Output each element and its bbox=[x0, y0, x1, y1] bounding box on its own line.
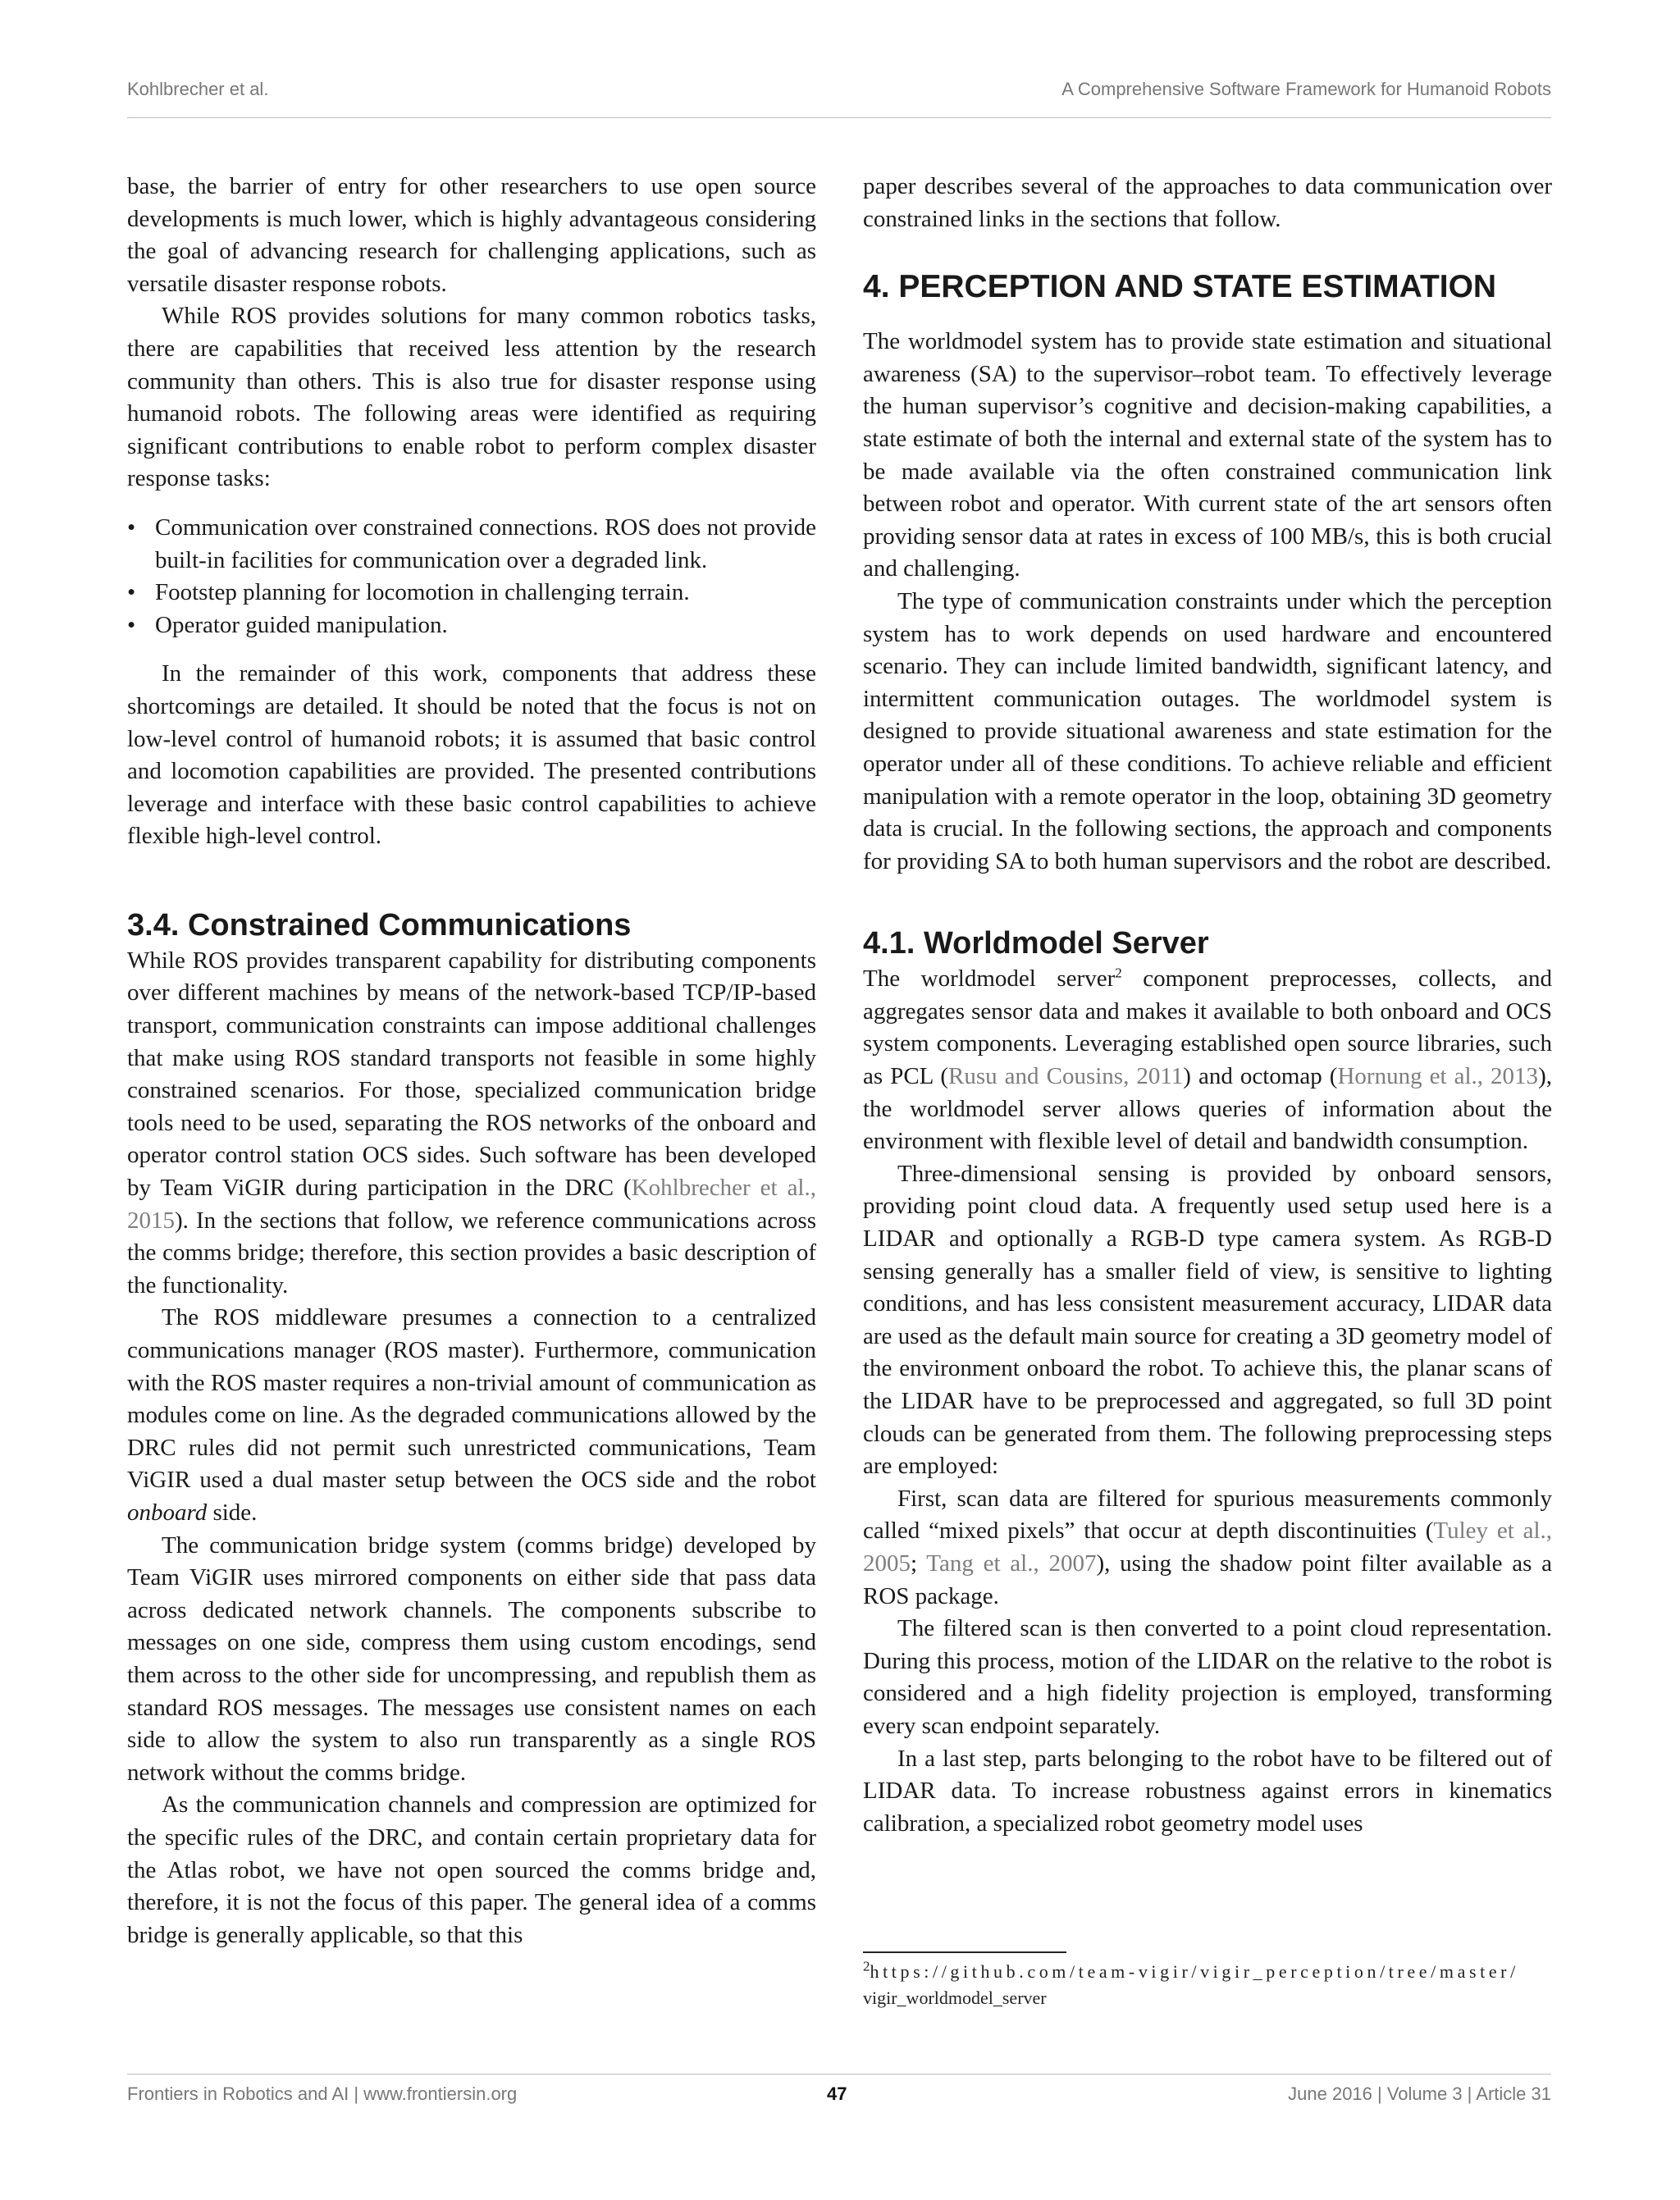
header-rule bbox=[127, 117, 1551, 118]
footnote-number: 2 bbox=[863, 1958, 870, 1974]
citation-link[interactable]: Tang et al., 2007 bbox=[926, 1550, 1097, 1577]
running-header-title: A Comprehensive Software Framework for Humanoid Robots bbox=[1061, 79, 1551, 99]
paragraph: The communication bridge system (comms bridge) developed by Team ViGIR uses mirrored components on either side that pass data across dedicated network channels. The components subscribe to messages on one side, compress them using custom encodings, send them across to the other side for uncompressing, and republish them as standard ROS messages. The messages use consistent names on each side to allow the system to also run transparently as a single ROS network without the comms bridge. bbox=[127, 1531, 816, 1786]
paragraph: In the remainder of this work, components that address these shortcomings are detailed. It should be noted that the focus is not on low-level control of humanoid robots; it is assumed that basic control and locomotion capabilities are provided. The presented contributions leverage and interface with these basic control capabilities to achieve flexible high-level control. bbox=[127, 660, 816, 850]
paragraph: The worldmodel system has to provide state estimation and situational awareness (SA) to the supervisor–robot team. To effectively leverage the human supervisor’s cognitive and decision-making capabilities, a state estimate of both the internal and external state of the system has to be made available via the often constrained communication link between robot and operator. With current state of the art sensors often providing sensor data at rates in excess of 100 MB/s, this is both crucial and challenging. bbox=[863, 328, 1552, 582]
paragraph: The worldmodel server$^2$ component preprocesses, collects, and aggregates sensor data and makes it available to both onboard and OCS system components. Leveraging established open source libraries, such as PCL (Rusu and Cousins, 2011) and octomap (Hornung et al., 2013), the worldmodel server allows queries of information about the environment with flexible level of detail and bandwidth consumption. bbox=[863, 965, 1552, 1155]
section-heading-constrained-communications: 3.4. Constrained Communications bbox=[127, 907, 632, 943]
footnote-url[interactable]: https://github.com/team-vigir/vigir_perception/tree/master/ bbox=[870, 1961, 1519, 1982]
right-column bbox=[863, 171, 1552, 1840]
paragraph: As the communication channels and compression are optimized for the specific rules of the DRC, and contain certain proprietary data for the Atlas robot, we have not open sourced the comms bridge and, therefore, it is not the focus of this paper. The general idea of a comms bridge is generally applicable, so that this bbox=[127, 1791, 816, 1948]
bullet-list bbox=[127, 512, 816, 641]
paragraph: While ROS provides transparent capability for distributing components over different machines by means of the network-based TCP/IP-based transport, communication constraints can impose additional challenges that make using ROS standard transports not feasible in some highly constrained scenarios. For those, specialized communication bridge tools need to be used, separating the ROS networks of the onboard and operator control station OCS sides. Such software has been developed by Team ViGIR during participation in the DRC (Kohlbrecher et al., 2015). In the sections that follow, we reference communications across the comms bridge; therefore, this section provides a basic description of the functionality. bbox=[127, 947, 816, 1299]
list-item: • Operator guided manipulation. bbox=[155, 609, 816, 642]
paragraph: The filtered scan is then converted to a point cloud representation. During this process, motion of the LIDAR on the relative to the robot is considered and a high fidelity projection is employed, transforming every scan endpoint separately. bbox=[863, 1615, 1552, 1739]
citation-link[interactable]: Kohlbrecher et al., 2015 bbox=[127, 1175, 816, 1234]
page-number: 47 bbox=[827, 2084, 847, 2104]
list-item: • Communication over constrained connections. ROS does not provide built-in facilities for communication over a degraded link. bbox=[155, 512, 816, 577]
citation-link[interactable]: Rusu and Cousins, 2011 bbox=[948, 1063, 1184, 1090]
paragraph: paper describes several of the approaches to data communication over constrained links in the sections that follow. bbox=[863, 173, 1552, 232]
paragraph: While ROS provides solutions for many common robotics tasks, there are capabilities that received less attention by the research community than others. This is also true for disaster response using humanoid robots. The following areas were identified as requiring significant contributions to enable robot to perform complex disaster response tasks: bbox=[127, 303, 816, 492]
footnote bbox=[863, 1959, 1552, 2011]
list-item: • Footstep planning for locomotion in challenging terrain. bbox=[155, 577, 816, 609]
paragraph: In a last step, parts belonging to the robot have to be filtered out of LIDAR data. To increase robustness against errors in kinematics calibration, a specialized robot geometry model uses bbox=[863, 1745, 1552, 1837]
left-column bbox=[127, 171, 816, 1951]
subsection-heading-worldmodel-server: 4.1. Worldmodel Server bbox=[863, 926, 1209, 961]
paragraph: base, the barrier of entry for other researchers to use open source developments is much lower, which is highly advantageous considering the goal of advancing research for challenging applications, such as versatile disaster response robots. bbox=[127, 173, 816, 297]
citation-link[interactable]: Tuley et al., 2005 bbox=[863, 1518, 1552, 1577]
paragraph: The type of communication constraints under which the perception system has to work depends on used hardware and encountered scenario. They can include limited bandwidth, significant latency, and intermittent communication outages. The worldmodel system is designed to provide situational awareness and state estimation for the operator under all of these conditions. To achieve reliable and efficient manipulation with a remote operator in the loop, obtaining 3D geometry data is crucial. In the following sections, the approach and components for providing SA to both human supervisors and the robot are described. bbox=[863, 587, 1552, 874]
citation-link[interactable]: Hornung et al., 2013 bbox=[1337, 1063, 1539, 1090]
footnote-url-continued[interactable]: vigir_worldmodel_server bbox=[863, 1988, 1047, 2008]
footnote-rule bbox=[863, 1951, 1066, 1953]
running-header-authors: Kohlbrecher et al. bbox=[127, 79, 269, 99]
footer-journal: Frontiers in Robotics and AI | www.frontiersin.org bbox=[127, 2084, 518, 2104]
paragraph: Three-dimensional sensing is provided by onboard sensors, providing point cloud data. A frequently used setup used here is a LIDAR and optionally a RGB-D type camera system. As RGB-D sensing generally has a smaller field of view, is sensitive to lighting conditions, and has less consistent measurement accuracy, LIDAR data are used as the default main source for creating a 3D geometry model of the environment onboard the robot. To achieve this, the planar scans of the LIDAR have to be preprocessed and aggregated, so full 3D point clouds can be generated from them. The following preprocessing steps are employed: bbox=[863, 1160, 1552, 1480]
footer-issue: June 2016 | Volume 3 | Article 31 bbox=[1288, 2084, 1551, 2104]
section-heading-perception: 4. PERCEPTION AND STATE ESTIMATION bbox=[863, 269, 1497, 305]
paragraph: The ROS middleware presumes a connection to a centralized communications manager (ROS master). Furthermore, communication with the ROS master requires a non-trivial amount of communication as modules come on line. As the degraded communications allowed by the DRC rules did not permit such unrestricted communications, Team ViGIR used a dual master setup between the OCS side and the robot onboard side. bbox=[127, 1304, 816, 1526]
footnote-marker[interactable]: 2 bbox=[1115, 965, 1122, 981]
paragraph: First, scan data are filtered for spurious measurements commonly called “mixed pixels” that occur at depth discontinuities (Tuley et al., 2005; Tang et al., 2007), using the shadow point filter available as a ROS package. bbox=[863, 1485, 1552, 1609]
